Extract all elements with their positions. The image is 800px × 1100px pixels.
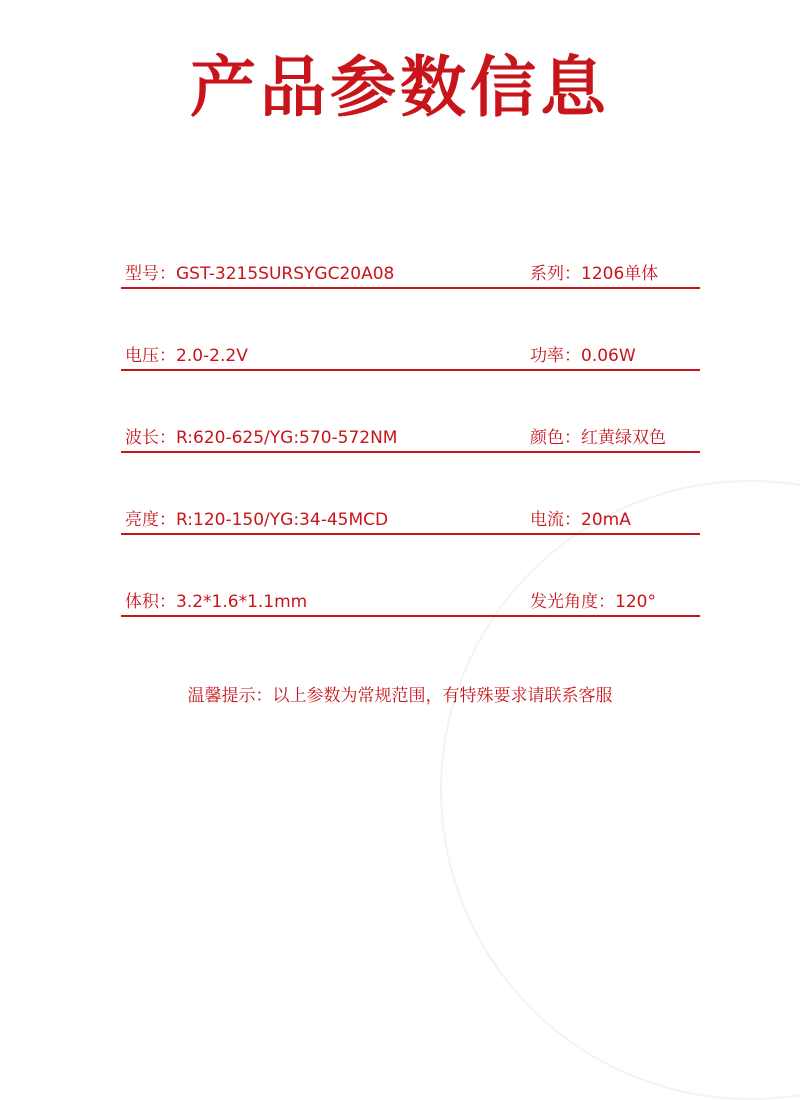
spec-row-voltage-power xyxy=(121,322,700,404)
row-divider xyxy=(121,615,700,617)
spec-size: 体积：3.2*1.6*1.1mm xyxy=(125,592,308,612)
spec-table xyxy=(121,240,700,650)
spec-brightness: 亮度：R:120-150/YG:34-45MCD xyxy=(125,510,389,530)
spec-row-brightness-current xyxy=(121,486,700,568)
row-divider xyxy=(121,533,700,535)
spec-power: 功率：0.06W xyxy=(530,346,636,366)
row-divider xyxy=(121,287,700,289)
spec-row-size-angle xyxy=(121,568,700,650)
spec-row-model-series xyxy=(121,240,700,322)
spec-viewing-angle: 发光角度：120° xyxy=(530,592,656,612)
spec-current: 电流：20mA xyxy=(530,510,631,530)
page-title: 产品参数信息 xyxy=(190,49,610,126)
spec-model: 型号：GST-3215SURSYGC20A08 xyxy=(125,264,395,284)
spec-series: 系列：1206单体 xyxy=(530,264,659,284)
row-divider xyxy=(121,451,700,453)
spec-row-wavelength-color xyxy=(121,404,700,486)
row-divider xyxy=(121,369,700,371)
spec-color: 颜色：红黄绿双色 xyxy=(530,428,666,448)
notice-text: 温馨提示：以上参数为常规范围，有特殊要求请联系客服 xyxy=(187,686,613,706)
spec-voltage: 电压：2.0-2.2V xyxy=(125,346,248,366)
spec-wavelength: 波长：R:620-625/YG:570-572NM xyxy=(125,428,398,448)
